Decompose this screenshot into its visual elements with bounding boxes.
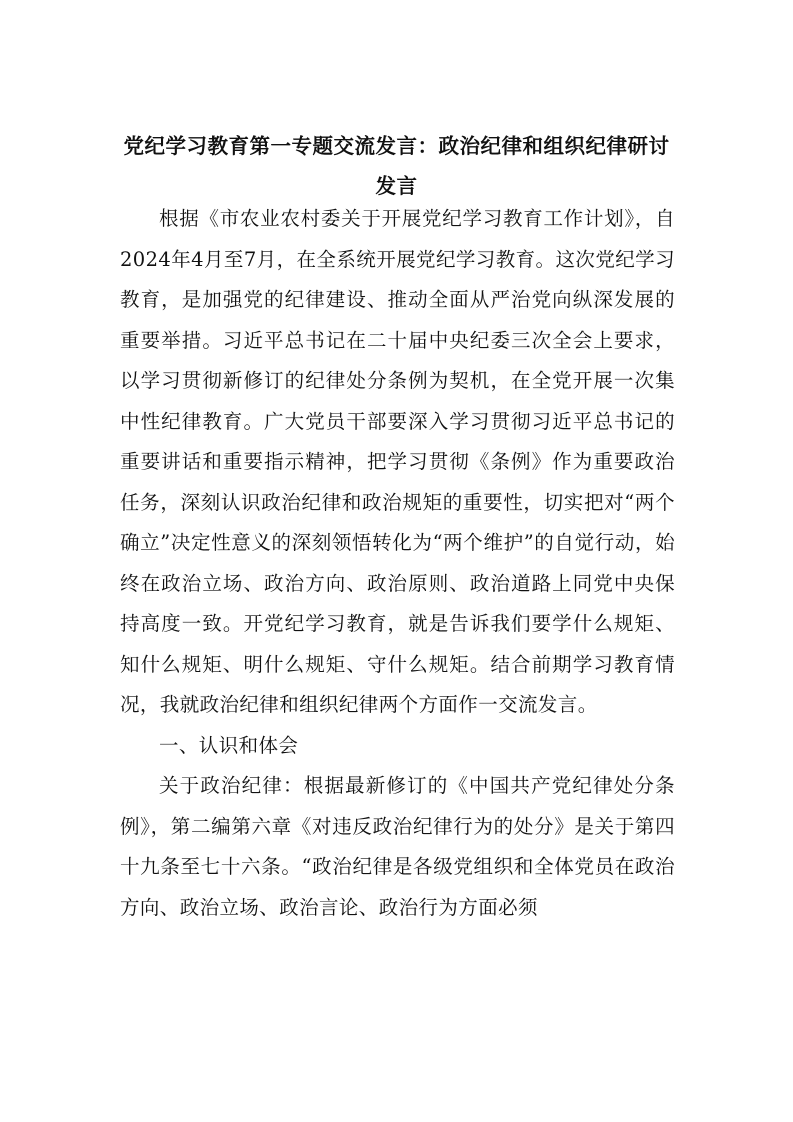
- document-body: [120, 199, 675, 928]
- paragraph-intro: 根据《市农业农村委关于开展党纪学习教育工作计划》，自2024年4月至7月，在全系统开展党纪学习教育。这次党纪学习教育，是加强党的纪律建设、推动全面从严治党向纵深发展的重要举措。习近平总书记在二十届中央纪委三次全会上要求，以学习贯彻新修订的纪律处分条例为契机，在全党开展一次集中性纪律教育。广大党员干部要深入学习贯彻习近平总书记的重要讲话和重要指示精神，把学习贯彻《条例》作为重要政治任务，深刻认识政治纪律和政治规矩的重要性，切实把对“两个确立”决定性意义的深刻领悟转化为“两个维护”的自觉行动，始终在政治立场、政治方向、政治原则、政治道路上同党中央保持高度一致。开党纪学习教育，就是告诉我们要学什么规矩、知什么规矩、明什么规矩、守什么规矩。结合前期学习教育情况，我就政治纪律和组织纪律两个方面作一交流发言。: [120, 207, 675, 716]
- paragraph-political-discipline: 关于政治纪律：根据最新修订的《中国共产党纪律处分条例》，第二编第六章《对违反政治纪律行为的处分》是关于第四十九条至七十六条。“政治纪律是各级党组织和全体党员在政治方向、政治立场、政治言论、政治行为方面必须: [120, 774, 675, 919]
- document-title-line-1: 党纪学习教育第一专题交流发言：政治纪律和组织纪律研讨: [123, 134, 670, 158]
- document-title-line-2: 发言: [375, 174, 418, 198]
- section-heading: 一、认识和体会: [159, 733, 299, 757]
